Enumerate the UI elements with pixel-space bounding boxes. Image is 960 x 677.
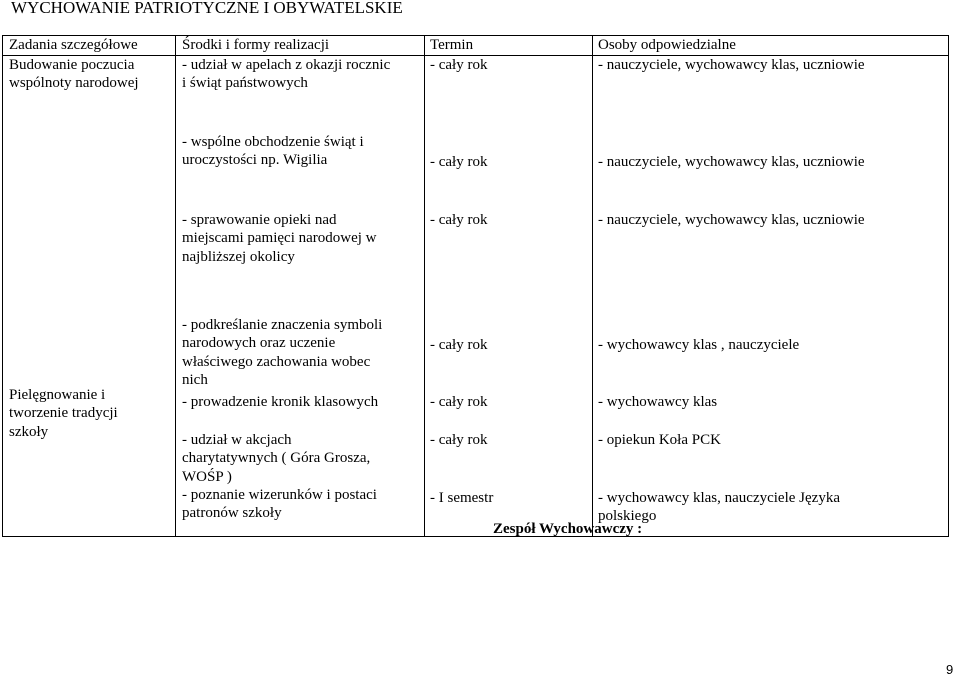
term-value: - cały rok [430,56,488,73]
section-heading: WYCHOWANIE PATRIOTYCZNE I OBYWATELSKIE [11,0,403,17]
task-line: szkoły [9,423,49,440]
means-cell [176,55,425,321]
education-plan-table [2,35,949,537]
means-item [182,431,424,487]
term-value: - cały rok [430,393,488,410]
term-cell [425,321,593,537]
responsible-cell [593,321,949,537]
means-item [182,56,424,93]
term-value: - I semestr [430,489,494,506]
responsible-value: - opiekun Koła PCK [598,431,721,448]
responsible-value [598,489,948,526]
term-value: - cały rok [430,336,488,353]
means-line: nich [182,372,208,388]
responsible-line: polskiego [598,508,657,524]
responsible-value: - nauczyciele, wychowawcy klas, uczniowie [598,153,865,170]
means-line: właściwego zachowania wobec [182,353,371,370]
responsible-value: - nauczyciele, wychowawcy klas, uczniowie [598,56,865,73]
means-line: - udział w apelach z okazji rocznic [182,56,391,73]
responsible-cell [593,55,949,321]
header-term: Termin [425,36,593,56]
means-item [182,211,424,267]
means-item [182,486,424,523]
means-line: miejscami pamięci narodowej w [182,230,377,246]
means-item [182,133,424,170]
means-line: - udział w akcjach [182,431,292,448]
term-value: - cały rok [430,211,488,228]
task-text [9,386,175,442]
responsible-value: - wychowawcy klas [598,393,718,410]
header-tasks: Zadania szczegółowe [3,36,176,56]
team-signature: Zespół Wychowawczy : [493,521,643,537]
term-cell [425,55,593,321]
task-line: wspólnoty narodowej [9,75,139,91]
task-cell [3,55,176,321]
table-row [3,321,949,537]
means-line: WOŚP ) [182,468,232,485]
term-value: - cały rok [430,153,488,170]
means-line: patronów szkoły [182,505,282,521]
means-line: - podkreślanie znaczenia symboli [182,316,383,333]
means-line: - sprawowanie opieki nad [182,211,337,228]
responsible-line: - wychowawcy klas, nauczyciele Języka [598,489,840,506]
header-means: Środki i formy realizacji [176,36,425,56]
responsible-value: - nauczyciele, wychowawcy klas, uczniowie [598,211,865,228]
means-line: charytatywnych ( Góra Grosza, [182,450,371,466]
table-row [3,55,949,321]
means-line: - wspólne obchodzenie świąt i [182,133,364,150]
term-value: - cały rok [430,431,488,448]
means-line: najbliższej okolicy [182,248,295,265]
means-line: uroczystości np. Wigilia [182,152,328,168]
means-line: - poznanie wizerunków i postaci [182,486,377,503]
means-line: - prowadzenie kronik klasowych [182,393,379,410]
header-responsible: Osoby odpowiedzialne [593,36,949,56]
task-line: tworzenie tradycji [9,405,118,421]
means-line: narodowych oraz uczenie [182,335,336,351]
means-item [182,393,424,412]
responsible-value: - wychowawcy klas , nauczyciele [598,336,800,353]
means-cell [176,316,425,537]
means-line: i świąt państwowych [182,75,308,91]
task-line: Pielęgnowanie i [9,386,106,403]
means-item [182,316,424,390]
table-header-row [3,36,949,56]
task-cell [3,321,176,537]
page-number: 9 [946,662,954,677]
task-line: Budowanie poczucia [9,56,135,73]
